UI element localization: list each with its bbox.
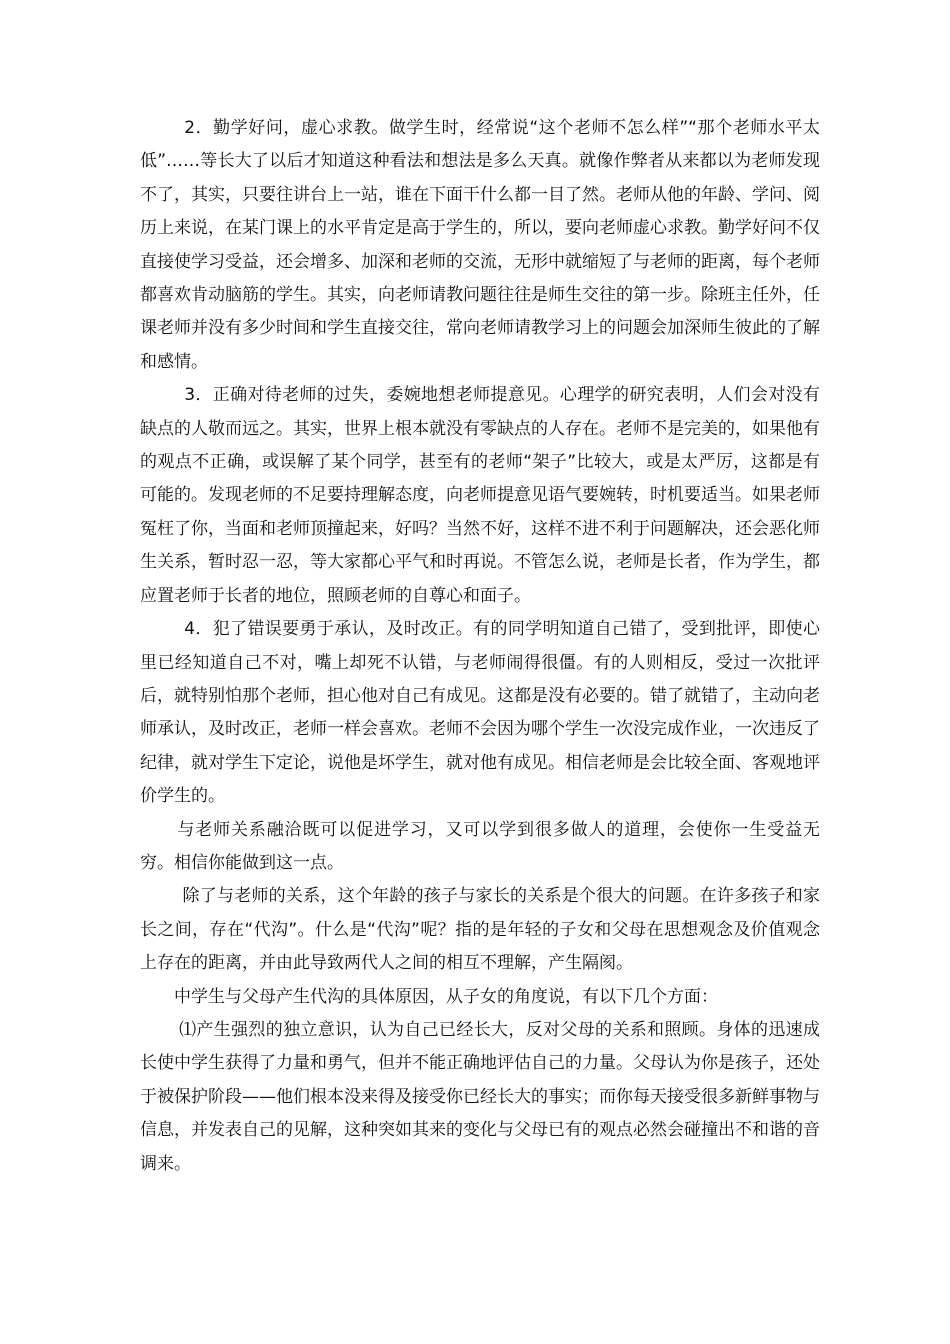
paragraph-independence: ⑴产生强烈的独立意识，认为自己已经长大，反对父母的关系和照顾。身体的迅速成长使中学生获得了力量和勇气，但并不能正确地评估自己的力量。父母认为你是孩子，还处于被保护阶段——他们根本没来得及接受你已经长大的事实；而你每天接受很多新鲜事物与信息，并发表自己的见解，这种突如其来的变化与父母已有的观点必然会碰撞出不和谐的音调来。 xyxy=(140,1019,820,1174)
paragraph-admit-errors: 4．犯了错误要勇于承认，及时改正。有的同学明知道自己错了，受到批评，即使心里已经知道自己不对，嘴上却死不认错，与老师闹得很僵。有的人则相反，受过一次批评后，就特别怕那个老师，担心他对自己有成见。这都是没有必要的。错了就错了，主动向老师承认，及时改正，老师一样会喜欢。老师不会因为哪个学生一次没完成作业，一次违反了纪律，就对学生下定论，说他是坏学生，就对他有成见。相信老师是会比较全面、客观地评价学生的。 xyxy=(140,619,820,807)
paragraph-diligent-inquiry: 2．勤学好问，虚心求教。做学生时，经常说“这个老师不怎么样”“那个老师水平太低”……等长大了以后才知道这种看法和想法是多么天真。就像作弊者从来都以为老师发现不了，其实，只要往讲台上一站，谁在下面干什么都一目了然。老师从他的年龄、学问、阅历上来说，在某门课上的水平肯定是高于学生的，所以，要向老师虚心求教。勤学好问不仅直接使学习受益，还会增多、加深和老师的交流，无形中就缩短了与老师的距离，每个老师都喜欢肯动脑筋的学生。其实，向老师请教问题往往是师生交往的第一步。除班主任外，任课老师并没有多少时间和学生直接交往，常向老师请教学习上的问题会加深师生彼此的了解和感情。 xyxy=(140,118,820,372)
paragraph-generation-gap: 除了与老师的关系，这个年龄的孩子与家长的关系是个很大的问题。在许多孩子和家长之间，存在“代沟”。什么是“代沟”呢？指的是年轻的子女和父母在思想观念及价值观念上存在的距离，并由此导致两代人之间的相互不理解，产生隔阂。 xyxy=(140,886,820,974)
paragraph-teacher-mistakes: 3．正确对待老师的过失，委婉地想老师提意见。心理学的研究表明，人们会对没有缺点的人敬而远之。其实，世界上根本就没有零缺点的人存在。老师不是完美的，如果他有的观点不正确，或误解了某个同学，甚至有的老师“架子”比较大，或是太严厉，这都是有可能的。发现老师的不足要持理解态度，向老师提意见语气要婉转，时机要适当。如果老师冤枉了你，当面和老师顶撞起来，好吗？当然不好，这样不进不利于问题解决，还会恶化师生关系，暂时忍一忍，等大家都心平气和时再说。不管怎么说，老师是长者，作为学生，都应置老师于长者的地位，照顾老师的自尊心和面子。 xyxy=(140,385,820,606)
paragraph-gap-causes-intro: 中学生与父母产生代沟的具体原因，从子女的角度说，有以下几个方面： xyxy=(174,986,718,1007)
document-body xyxy=(140,112,820,1181)
paragraph-harmonious-relations: 与老师关系融洽既可以促进学习，又可以学到很多做人的道理，会使你一生受益无穷。相信你能做到这一点。 xyxy=(140,819,820,873)
